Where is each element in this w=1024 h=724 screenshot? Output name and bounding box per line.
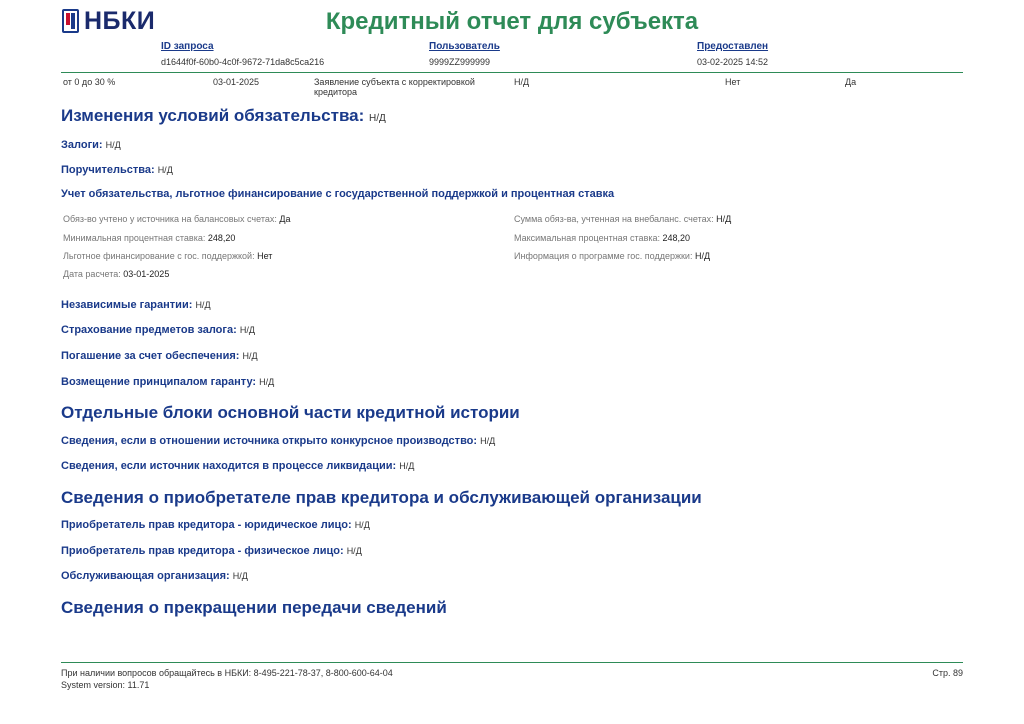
- collateral-value: Н/Д: [105, 140, 121, 150]
- request-id-value: d1644f0f-60b0-4c0f-9672-71da8c5ca216: [161, 57, 325, 67]
- detail-item: [63, 251, 272, 261]
- logo-text: НБКИ: [84, 7, 156, 35]
- repayment-row: [61, 350, 258, 362]
- collateral-row: [61, 139, 121, 151]
- detail-value: 248,20: [207, 233, 236, 243]
- detail-value: Да: [279, 214, 291, 224]
- liquidation-row: [61, 460, 414, 472]
- section-separate-blocks-heading: Отдельные блоки основной части кредитной истории: [61, 403, 520, 422]
- insurance-value: Н/Д: [239, 325, 255, 335]
- insurance-label: Страхование предметов залога:: [61, 324, 237, 336]
- repayment-label: Погашение за счет обеспечения:: [61, 350, 240, 362]
- footer-divider: [61, 662, 963, 663]
- detail-label: Обяз-во учтено у источника на балансовых счетах:: [63, 214, 277, 224]
- liquidation-value: Н/Д: [399, 461, 415, 471]
- servicer-value: Н/Д: [232, 571, 248, 581]
- table-cell: Заявление субъекта с корректировкой кредитора: [314, 77, 475, 97]
- footer-contact: При наличии вопросов обращайтесь в НБКИ: 8-495-221-78-37, 8-800-600-64-04: [61, 668, 393, 678]
- acquirer-individual-label: Приобретатель прав кредитора - физическое лицо:: [61, 545, 344, 557]
- detail-label: Льготное финансирование с гос. поддержкой:: [63, 251, 255, 261]
- detail-item: [514, 214, 731, 224]
- section-termination-heading: Сведения о прекращении передачи сведений: [61, 598, 447, 617]
- detail-item: [63, 214, 290, 224]
- detail-item: [514, 251, 710, 261]
- accounting-title: Учет обязательства, льготное финансирование с государственной поддержкой и процентная ставка: [61, 188, 615, 200]
- reimbursement-value: Н/Д: [259, 377, 275, 387]
- provided-value: 03-02-2025 14:52: [697, 57, 769, 67]
- section-changes-value: Н/Д: [369, 113, 386, 124]
- detail-value: Н/Д: [694, 251, 711, 261]
- repayment-value: Н/Д: [242, 351, 258, 361]
- acquirer-legal-value: Н/Д: [354, 520, 370, 530]
- detail-item: [514, 233, 690, 243]
- guarantees-row: [61, 164, 173, 176]
- table-cell: 03-01-2025: [213, 77, 260, 87]
- document-title: Кредитный отчет для субъекта: [325, 8, 699, 35]
- reimbursement-row: [61, 376, 274, 388]
- provided-label: Предоставлен: [697, 41, 769, 52]
- independent-guarantees-label: Независимые гарантии:: [61, 299, 193, 311]
- acquirer-legal-label: Приобретатель прав кредитора - юридическое лицо:: [61, 519, 352, 531]
- acquirer-legal-row: [61, 519, 370, 531]
- section-acquirer-heading: Сведения о приобретателе прав кредитора и обслуживающей организации: [61, 488, 702, 507]
- independent-guarantees-value: Н/Д: [195, 300, 211, 310]
- detail-label: Максимальная процентная ставка:: [514, 233, 660, 243]
- guarantees-label: Поручительства:: [61, 164, 155, 176]
- acquirer-individual-row: [61, 545, 362, 557]
- guarantees-value: Н/Д: [157, 165, 173, 175]
- collateral-label: Залоги:: [61, 139, 103, 151]
- detail-value: 248,20: [662, 233, 691, 243]
- servicer-row: [61, 570, 248, 582]
- detail-value: Нет: [257, 251, 273, 261]
- request-id-label: ID запроса: [161, 41, 214, 52]
- insurance-row: [61, 324, 255, 336]
- bankruptcy-label: Сведения, если в отношении источника открыто конкурсное производство:: [61, 435, 478, 447]
- header-divider: [61, 72, 963, 73]
- reimbursement-label: Возмещение принципалом гаранту:: [61, 376, 257, 388]
- table-cell: от 0 до 30 %: [63, 77, 116, 87]
- detail-label: Информация о программе гос. поддержки:: [514, 251, 693, 261]
- table-cell: Нет: [725, 77, 741, 87]
- page-number: Стр. 89: [932, 668, 963, 678]
- section-changes-heading: [61, 106, 386, 126]
- detail-label: Дата расчета:: [63, 269, 121, 279]
- detail-item: [63, 269, 169, 279]
- user-value: 9999ZZ999999: [429, 57, 491, 67]
- user-label: Пользователь: [429, 41, 500, 52]
- detail-label: Сумма обяз-ва, учтенная на внебаланс. счетах:: [514, 214, 714, 224]
- detail-label: Минимальная процентная ставка:: [63, 233, 206, 243]
- table-cell: Да: [845, 77, 857, 87]
- detail-item: [63, 233, 235, 243]
- detail-value: 03-01-2025: [123, 269, 170, 279]
- detail-value: Н/Д: [716, 214, 732, 224]
- acquirer-individual-value: Н/Д: [346, 546, 362, 556]
- section-changes-title: Изменения условий обязательства:: [61, 106, 365, 125]
- bankruptcy-value: Н/Д: [480, 436, 496, 446]
- footer-version: System version: 11.71: [61, 680, 150, 690]
- table-cell: Н/Д: [514, 77, 530, 87]
- liquidation-label: Сведения, если источник находится в процессе ликвидации:: [61, 460, 397, 472]
- bankruptcy-row: [61, 435, 495, 447]
- servicer-label: Обслуживающая организация:: [61, 570, 230, 582]
- independent-guarantees-row: [61, 299, 211, 311]
